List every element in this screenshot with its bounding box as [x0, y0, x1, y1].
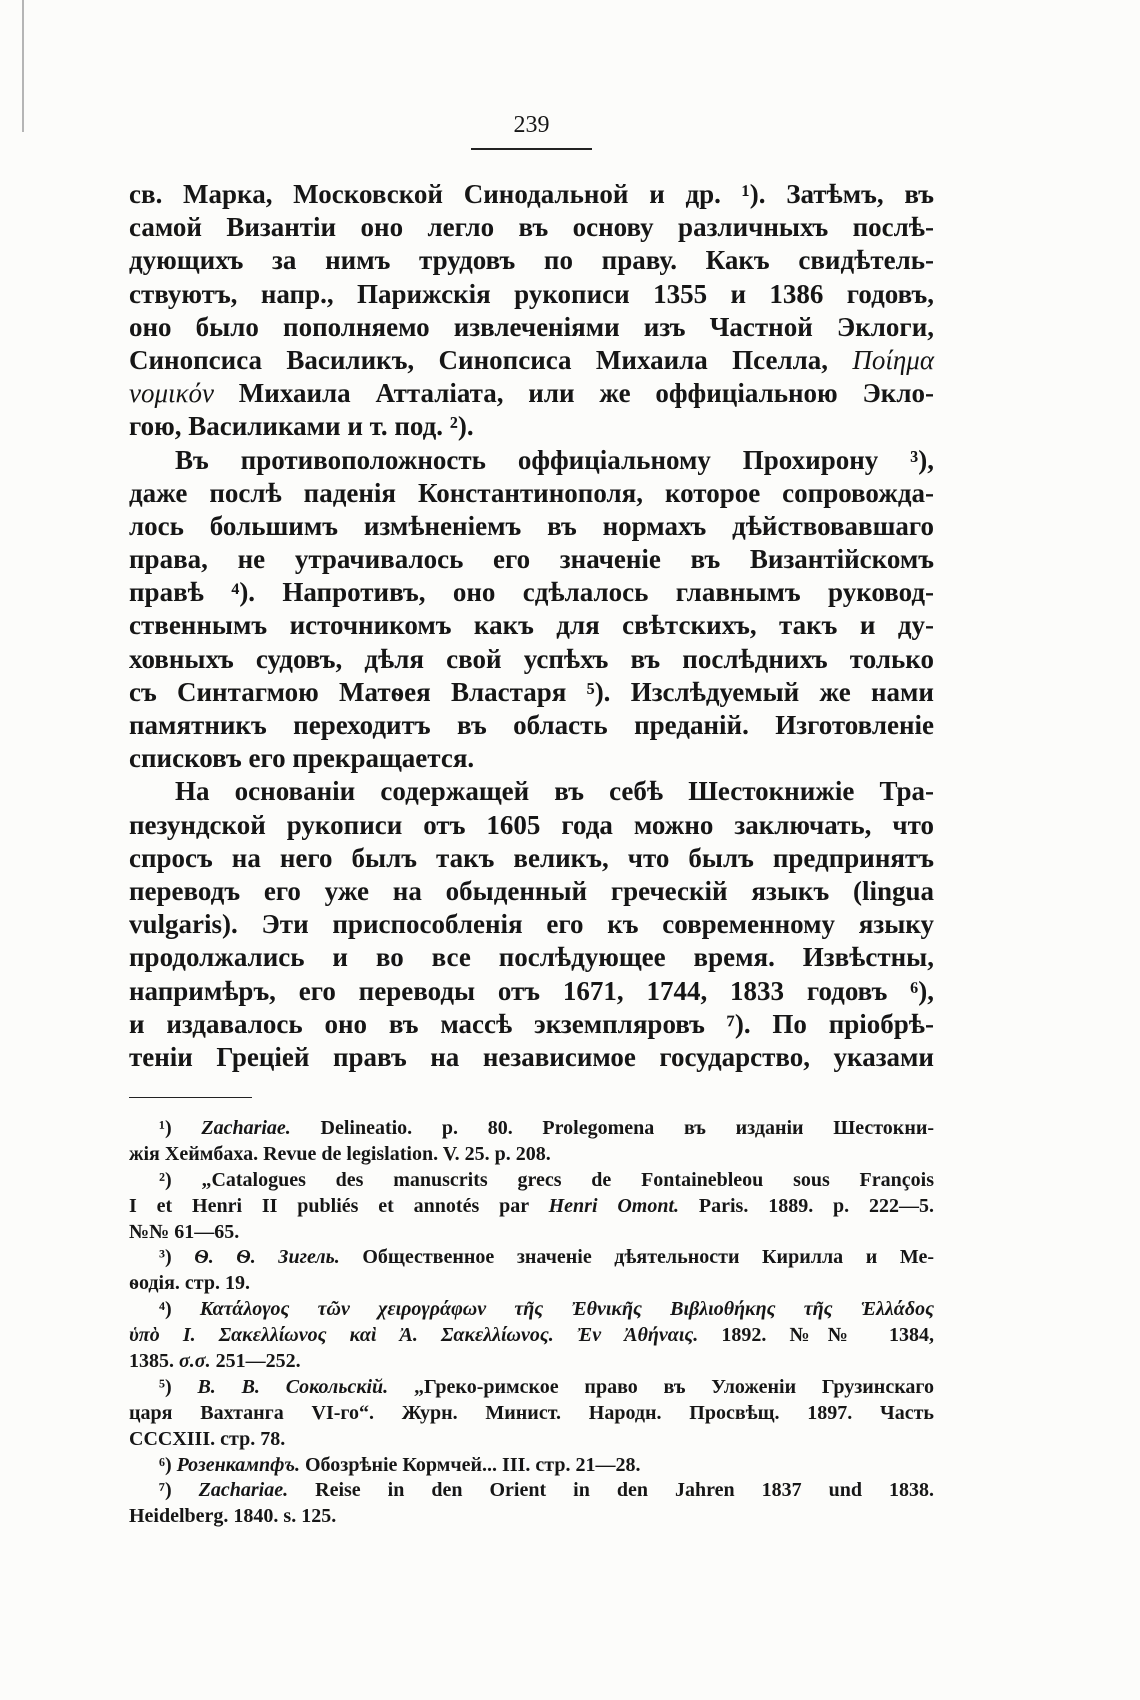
text-line — [129, 344, 934, 377]
text-line: напримѣръ, его переводы отъ 1671, 1744, 1833 годовъ ⁶), — [129, 975, 934, 1006]
footnote-text: Paris. 1889. p. 222—5. — [698, 1194, 935, 1217]
footnote-text: Delineatio. p. 80. Prolegomena въ изданіи Шестокни- — [320, 1117, 935, 1139]
footnote-line — [129, 1453, 934, 1479]
footnote-line — [129, 1297, 934, 1323]
text-line: дующихъ за нимъ трудовъ по праву. Какъ свидѣтель- — [129, 245, 934, 276]
text-line — [129, 377, 934, 410]
footnote-abbrev: σ.σ. — [179, 1350, 211, 1373]
footnote-marker: ²) — [159, 1168, 172, 1191]
text-line: vulgaris). Эти приспособленія его къ современному языку — [129, 909, 934, 940]
footnote-line — [129, 1245, 934, 1271]
text-line: оно было пополняемо извлеченіями изъ Частной Эклоги, — [129, 311, 934, 342]
footnote-marker: ³) — [159, 1246, 172, 1269]
footnote-author: Henri Omont. — [548, 1194, 680, 1217]
text-line: Въ противоположность оффиціальному Прохирону ³), — [175, 444, 934, 475]
footnote-text: 1892. №№ 1384, — [721, 1324, 935, 1347]
footnote-text: „Catalogues des manuscrits grecs de Fontainebleou sous François — [201, 1168, 934, 1191]
footnote-line — [129, 1168, 934, 1194]
footnote-greek-title: Κατάλογος τῶν χειρογράφων τῆς Ἐθνικῆς Βιβλιοθήκης τῆς Ἑλλάδος — [199, 1298, 934, 1321]
footnote-author: Розенкампфъ. — [176, 1453, 300, 1476]
text-line: На основаніи содержащей въ себѣ Шестокнижіе Тра- — [175, 776, 934, 807]
paragraph — [129, 178, 934, 444]
text-line: и издавалось оно въ массѣ экземпляровъ ⁷). По пріобрѣ- — [129, 1008, 934, 1039]
footnote-line: Heidelberg. 1840. s. 125. — [129, 1505, 337, 1528]
footnote-author: Zachariae. — [198, 1479, 289, 1502]
footnote-marker: ¹) — [159, 1117, 172, 1139]
footnote-text: „Греко-римское право въ Уложеніи Грузинскаго — [413, 1375, 935, 1398]
footnote-text: 1385. — [129, 1350, 174, 1373]
text-line: правѣ ⁴). Напротивъ, оно сдѣлалось главнымъ руковод- — [129, 577, 934, 608]
greek-title-italic: νομικόν — [129, 378, 214, 409]
paragraph — [129, 444, 934, 776]
footnote-marker: ⁴) — [159, 1298, 172, 1321]
footnote-line — [129, 1323, 934, 1349]
footnote-line: №№ 61—65. — [129, 1220, 240, 1243]
greek-title-italic: Ποίημα — [852, 344, 934, 375]
text-segment: Михаила Атталіата, или же оффиціальною Экло- — [238, 378, 934, 409]
footnote-line — [129, 1478, 934, 1504]
footnote-line: царя Вахтанга VI-го“. Журн. Минист. Народн. Просвѣщ. 1897. Часть — [129, 1401, 934, 1424]
text-line: съ Синтагмою Матѳея Властаря ⁵). Изслѣдуемый же нами — [129, 676, 934, 707]
footnote-line: жія Хеймбаха. Revue de legislation. V. 25. p. 208. — [129, 1142, 551, 1165]
text-line: списковъ его прекращается. — [129, 743, 475, 774]
footnote-marker: ⁶) — [159, 1453, 172, 1476]
footnote-text: Общественное значеніе дѣятельности Кирилла и Ме- — [362, 1246, 935, 1269]
text-segment: Синопсиса Василикъ, Синопсиса Михаила Пселла, — [129, 344, 829, 375]
text-line: лось большимъ измѣненіемъ въ нормахъ дѣйствовавшаго — [129, 510, 934, 541]
text-line: спросъ на него былъ такъ великъ, что былъ предпринятъ — [129, 842, 934, 873]
footnote-author: В. В. Сокольскій. — [197, 1375, 389, 1398]
footnote-text: Обозрѣніе Кормчей... III. стр. 21—28. — [305, 1453, 641, 1476]
scan-edge-mark — [22, 0, 24, 132]
footnote-marker: ⁵) — [159, 1375, 172, 1398]
text-line: памятникъ переходитъ въ область преданій. Изготовленіе — [129, 710, 934, 740]
footnote-separator — [129, 1097, 252, 1098]
footnote-greek-title: ὑπὸ Ι. Σακελλίωνος καὶ Ἀ. Σακελλίωνος. Ἐν Ἀθήναις. — [129, 1324, 699, 1347]
paragraph — [129, 775, 934, 1074]
text-line: даже послѣ паденія Константинополя, которое сопровожда- — [129, 477, 934, 508]
text-line: гою, Василиками и т. под. ²). — [129, 411, 474, 442]
text-line: ствуютъ, напр., Парижскія рукописи 1355 и 1386 годовъ, — [129, 278, 934, 309]
text-line: теніи Греціей правъ на независимое государство, указами — [129, 1041, 934, 1072]
text-line: ственнымъ источникомъ какъ для свѣтскихъ, такъ и ду- — [129, 610, 934, 641]
footnote-author: Zachariae. — [201, 1117, 291, 1139]
footnote-line — [129, 1349, 934, 1375]
footnote-marker: ⁷) — [159, 1479, 172, 1502]
text-line: права, не утрачивалось его значеніе въ Византійскомъ — [129, 544, 934, 575]
text-line: продолжались и во все послѣдующее время. Извѣстны, — [129, 942, 934, 973]
text-line: самой Византіи оно легло въ основу различныхъ послѣ- — [129, 212, 934, 243]
page-number: 239 — [471, 110, 592, 150]
main-text — [129, 178, 934, 1074]
footnote-line: CCCXIII. стр. 78. — [129, 1427, 286, 1450]
footnote-line — [129, 1194, 934, 1220]
footnote-text: I et Henri II publiés et annotés par — [129, 1194, 529, 1217]
text-line: пезундской рукописи отъ 1605 года можно заключать, что — [129, 809, 934, 840]
footnote-text: 251—252. — [215, 1350, 301, 1373]
text-line: ховныхъ судовъ, дѣля свой успѣхъ въ послѣднихъ только — [129, 643, 934, 674]
footnotes — [129, 1116, 934, 1530]
footnote-line: ѳодія. стр. 19. — [129, 1272, 250, 1295]
footnote-line — [129, 1375, 934, 1401]
footnote-text: Reise in den Orient in den Jahren 1837 und 1838. — [315, 1479, 935, 1502]
footnote-line — [129, 1116, 934, 1142]
footnote-author: Ѳ. Ѳ. Зигель. — [194, 1246, 340, 1269]
text-line: св. Марка, Московской Синодальной и др. ¹). Затѣмъ, въ — [129, 179, 934, 209]
text-line: переводъ его уже на обыденный греческій языкъ (lingua — [129, 875, 934, 906]
